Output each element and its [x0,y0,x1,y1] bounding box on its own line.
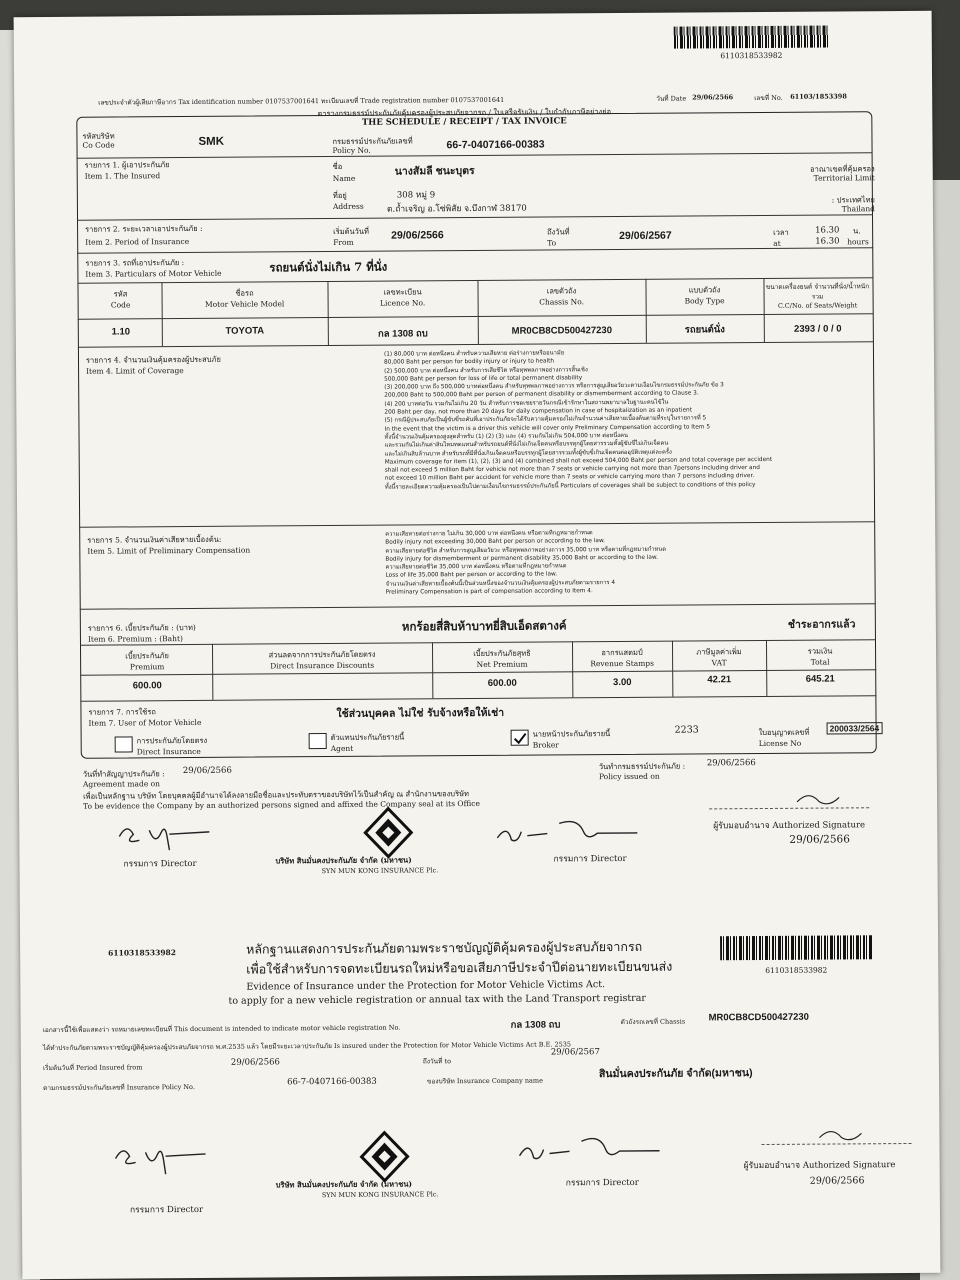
evidence-period-label: เริ่มต้นวันที่ Period Insured from [42,1063,143,1073]
time-to: 16.30 [815,236,840,247]
hours-label-en: hours [847,237,869,247]
item7-label-th: รายการ 7. การใช้รถ [88,707,156,717]
evidence-barcode-number-left: 6110318533982 [108,948,177,958]
evidence-company-name-th: บริษัท สินมั่นคงประกันภัย จำกัด (มหาชน) [275,1179,413,1190]
issued-date: 29/06/2566 [706,758,756,769]
evidence-company-name-en: SYN MUN KONG INSURANCE Plc. [321,1190,439,1200]
evidence-company-name: สินมั่นคงประกันภัย จำกัด(มหาชน) [598,1067,753,1081]
premium-col-premium-header: เบี้ยประกันภัย Premium [125,651,169,672]
vehicle-type: รถยนต์นั่งไม่เกิน 7 ที่นั่ง [269,259,388,275]
authorized-date: 29/06/2566 [789,833,850,846]
item4-label-en: Item 4. Limit of Coverage [86,366,184,376]
company-logo-icon [363,806,413,858]
vehicle-cc-seats: 2393 / 0 / 0 [793,323,842,335]
evidence-text-th: เพื่อเป็นหลักฐาน บริษัท โดยบุคคลผู้มีอำนาจได้ลงลายมือชื่อและประทับตราของบริษัทไว้เป็นสำคัญ ณ สำนักงานของบริษัท [83,789,470,801]
premium-value: 600.00 [132,680,162,692]
vehicle-col-model-header: ชื่อรถ Motor Vehicle Model [204,288,285,309]
coverage-text: (1) 80,000 บาท ต่อหนึ่งคน สำหรับความเสียหาย ต่อร่างกายหรืออนามัย 80,000 Baht per person for bodily injury or injury to health (2) 500,000 บาท ต่อหนึ่งคน สำหรับการเสียชีวิต หรือทุพพลภาพอย่างถาวรสิ้นเชิง 500,000 Baht per person for loss of life or total permanent disability (3) 200,000 บาท ถึง 500,000 บาทต่อหนึ่งคน สำหรับทุพพลภาพอย่างถาวร หรือการสูญเสียอวัยวะตามเงื่อนไขกรมธรรม์ประกันภัย ข้อ 3 200,000 Baht to 500,000 Baht per person of permanent disability or dismemberment according to Clause 3. (4) 200 บาทต่อวัน รวมกันไม่เกิน 20 วัน สำหรับการชดเชยรายวันกรณีเข้ารักษาในสถานพยาบาลในฐานะคนไข้ใน 200 Baht per day, not more than 20 days for daily compensation in case of hospitalization as an inpatient (5) กรณีผู้ประสบภัยเป็นผู้ขับขี่รถคันที่เอาประกันภัยจะได้รับความคุ้มครองไม่เกินจำนวนค่าเสียหายเบื้องต้นตามที่ระบุในรายการที่ 5 In the event that the victim is a driver this vehicle will cover only Preliminary Compensation according to Item 5 ทั้งนี้จำนวนเงินคุ้มครองสูงสุดสำหรับ (1) (2) (3) และ (4) รวมกันไม่เกิน 504,000 บาท ต่อหนึ่งคน และรวมกันไม่เกินค่าสินไหมทดแทนสำหรับรถยนต์ที่นั่งไม่เกินเจ็ดคนหรือบรรทุกผู้โดยสารรวมทั้งผู้ขับขี่ไม่เกินเจ็ดคน และไม่เกินสิบล้านบาท สำหรับรถที่มีที่นั่งเกินเจ็ดคนหรือบรรทุกผู้โดยสารรวมทั้งผู้ขับขี่เกินเจ็ดคนต่ออุบัติเหตุแต่ละครั้ง Maximum coverage for item (1), (2), (3) and (4) combined shall not exceed 504,000 Baht per person and total coverage per accident shall not exceed 5 million Baht for vehicle not more than 7 seats or vehicle carrying not more than 7persons including driver and not exceed 10 million Baht per accident for vehicle more than 7 seats or vehicle carrying more than 7 persons including driver. ทั้งนี้รายละเอียดความคุ้มครองเป็นไปตามเงื่อนไขกรมธรรม์ประกันภัยนี้ Particulars of coverages shall be subject to conditions of this policy [383,350,773,491]
agent-checkbox-icon [309,733,327,749]
broker-no: 2233 [674,724,699,736]
license-label-en: License No [758,738,802,749]
from-label-th: เริ่มต้นวันที่ [333,226,369,236]
territory-value-en: Thailand [841,204,875,214]
premium-col-stamp-header: อากรแสตมป์ Revenue Stamps [590,647,654,669]
vehicle-col-chassis-header: เลขตัวถัง Chassis No. [539,286,584,307]
item5-label-en: Item 5. Limit of Preliminary Compensation [87,545,251,556]
vehicle-model: TOYOTA [225,325,265,337]
header-barcode-icon [674,26,829,49]
item1-label-en: Item 1. The Insured [84,171,161,181]
evidence-director2-label: กรรมการ Director [565,1177,639,1189]
name-label-en: Name [332,173,356,183]
doc-no: 61103/1853398 [790,92,847,101]
vehicle-use-value: ใช้ส่วนบุคคล ไม่ใช่ รับจ้างหรือให้เช่า [336,706,505,720]
net-premium-value: 600.00 [487,677,517,689]
premium-col-discount-header: ส่วนลดจากการประกันภัยโดยตรง Direct Insurance Discounts [268,649,376,671]
address-line2: ต.ถ้ำเจริญ อ.โซ่พิสัย จ.บึงกาฬ 38170 [386,203,527,215]
evidence-title-th1: หลักฐานแสดงการประกันภัยตามพระราชบัญญัติคุ้มครองผู้ประสบภัยจากรถ [246,938,643,957]
item6-label-th: รายการ 6. เบี้ยประกันภัย : (บาท) [87,622,196,633]
direct-insurance-en: Direct Insurance [136,746,201,757]
item2-label-th: รายการ 2. ระยะเวลาเอาประกันภัย : [85,223,203,234]
policy-no: 66-7-0407166-00383 [446,138,545,152]
stamp-paid: ชำระอากรแล้ว [787,618,856,631]
license-no: 200033/2564 [827,722,883,734]
insured-name: นางสัมลี ชนะบุตร [394,165,475,178]
item3-label-th: รายการ 3. รถที่เอาประกันภัย : [85,258,185,268]
premium-col-net-header: เบี้ยประกันภัยสุทธิ Net Premium [473,648,531,670]
item2-label-en: Item 2. Period of Insurance [85,236,190,247]
check-mark-icon [512,732,528,746]
evidence-director2-signature-icon [509,1129,689,1174]
vehicle-licence-no: กล 1308 ถบ [377,328,428,340]
vehicle-code: 1.10 [111,326,131,338]
name-label-th: ชื่อ [332,161,343,171]
to-label-th: ถึงวันที่ [547,227,570,237]
issued-label-en: Policy issued on [598,771,660,782]
vehicle-body-type: รถยนต์นั่ง [684,324,725,336]
item1-label-th: รายการ 1. ผู้เอาประกันภัย [84,160,170,170]
from-label-en: From [333,237,354,247]
evidence-line1: เอกสารนี้ใช้เพื่อแสดงว่า รถหมายเลขทะเบียนที่ This document is intended to indicate motor vehicle registration No. [42,1023,401,1035]
evidence-to-label: ถึงวันที่ to [422,1057,452,1066]
company-name-th: บริษัท สินมั่นคงประกันภัย จำกัด (มหาชน) [275,855,412,866]
vehicle-col-code-header: รหัส Code [110,289,131,310]
item5-label-th: รายการ 5. จำนวนเงินค่าเสียหายเบื้องต้น: [87,534,222,545]
evidence-policy-label: ตามกรมธรรม์ประกันภัยเลขที่ Insurance Policy No. [43,1082,195,1093]
director2-signature-icon [487,813,667,854]
co-code-label-th: รหัสบริษัท [82,131,115,141]
evidence-chassis-no: MR0CB8CD500427230 [708,1011,809,1024]
evidence-company-logo-icon [359,1130,409,1182]
premium-amount-words: หกร้อยสี่สิบห้าบาทยี่สิบเอ็ดสตางค์ [401,618,567,634]
evidence-reg-no: กล 1308 ถบ [510,1019,561,1031]
insurance-document [14,11,941,1279]
evidence-text-en: To be evidence the Company by an authorized persons signed and affixed the Company seal at its Office [83,798,480,811]
vehicle-col-body-header: แบบตัวถัง Body Type [684,285,725,306]
agreement-date: 29/06/2566 [182,765,232,777]
item6-label-en: Item 6. Premium : (Baht) [87,634,183,644]
broker-th: นายหน้าประกันภัยรายนี้ [532,729,611,739]
vehicle-col-cc-header: ขนาดเครื่องยนต์ จำนวนที่นั่ง/น้ำหนักรวม C.C/No. of Seats/Weight [765,282,870,310]
address-label-en: Address [332,201,364,211]
evidence-chassis-label: ตัวถังรถเลขที่ Chassis [620,1017,686,1027]
territory-label-en: Territorial Limit [813,173,875,183]
vehicle-col-licence-header: เลขทะเบียน Licence No. [379,287,426,308]
evidence-company-label: ของบริษัท Insurance Company name [427,1076,543,1086]
territory-label-th: อาณาเขตที่คุ้มครอง [810,164,875,174]
doc-no-label: เลขที่ No. [754,93,783,103]
policy-no-label-th: กรมธรรม์ประกันภัยเลขที่ [332,136,413,146]
stamp-value: 3.00 [612,676,632,689]
broker-checkbox-icon [511,730,529,746]
evidence-from-date: 29/06/2566 [230,1057,280,1068]
date-label: วันที่ Date [656,94,687,103]
direct-insurance-th: การประกันภัยโดยตรง [136,735,208,746]
address-line1: 308 หมู่ 9 [396,190,436,201]
item4-label-th: รายการ 4. จำนวนเงินคุ้มครองผู้ประสบภัย [85,354,221,365]
time-label-th: เวลา [773,227,789,237]
hours-label-th: น. [853,226,861,236]
agent-en: Agent [330,743,354,754]
director-label: กรรมการ Director [123,858,197,870]
agreement-label-th: วันที่ทำสัญญาประกันภัย : [82,769,165,779]
title-thai: ตารางกรมธรรม์ประกันภัยคุ้มครองผู้ประสบภัยจากรถ / ใบเสร็จรับเงิน / ใบกำกับภาษีอย่างย่อ [317,107,612,119]
agreement-label-en: Agreement made on [82,779,161,789]
preliminary-text: ความเสียหายต่อร่างกาย ไม่เกิน 30,000 บาท ต่อหนึ่งคน หรือตามที่กฎหมายกำหนด Bodily injury not exceeding 30,000 Baht per person or according to the law. ความเสียหายต่อชีวิต สำหรับการสูญเสียอวัยวะ หรือทุพพลภาพอย่างถาวร 35,000 บาท หรือตามที่กฎหมายกำหนด Bodily injury for dismemberment or permanent disability 35,000 Baht or according to the law. ความเสียหายต่อชีวิต 35,000 บาท ต่อหนึ่งคน หรือตามที่กฎหมายกำหนด Loss of life 35,000 Baht per person or according to the law. จำนวนเงินค่าเสียหายเบื้องต้นนี้เป็นส่วนหนึ่งของจำนวนเงินคุ้มครองผู้ประสบภัยตามรายการ 4 Preliminary Compensation is part of compensation according to Item 4. [385,530,667,596]
time-label-en: at [773,238,781,248]
period-to-date: 29/06/2567 [619,229,672,242]
director2-label: กรรมการ Director [553,853,627,865]
evidence-policy-no: 66-7-0407166-00383 [287,1076,377,1088]
evidence-authorized-date: 29/06/2566 [809,1175,865,1187]
item3-label-en: Item 3. Particulars of Motor Vehicle [85,268,222,279]
to-label-en: To [547,238,557,248]
time-from: 16.30 [815,225,840,236]
license-label-th: ใบอนุญาตเลขที่ [758,727,810,738]
vat-value: 42.21 [707,674,732,686]
total-value: 645.21 [805,673,835,685]
tax-id-line: เลขประจำตัวผู้เสียภาษีอากร Tax identification number 0107537001641 ทะเบียนเลขที่ Trade registration number 0107537001641 [98,95,505,107]
direct-insurance-checkbox-icon [115,736,133,752]
evidence-title-en1: Evidence of Insurance under the Protection for Motor Vehicle Victims Act. [246,979,606,993]
agent-th: ตัวแทนประกันภัยรายนี้ [330,732,405,743]
period-from-date: 29/06/2566 [391,229,444,242]
director-signature-icon [109,816,229,853]
premium-col-total-header: รวมเงิน Total [807,646,833,667]
evidence-barcode-number: 6110318533982 [765,965,828,975]
vehicle-chassis-no: MR0CB8CD500427230 [511,325,613,337]
header-barcode-number: 6110318533982 [720,50,783,61]
evidence-authorized-label: ผู้รับมอบอำนาจ Authorized Signature [743,1160,896,1172]
evidence-director-label: กรรมการ Director [129,1204,204,1216]
territory-value-th: : ประเทศไทย [831,195,875,205]
evidence-to-date: 29/06/2567 [550,1047,600,1058]
authorized-label: ผู้รับมอบอำนาจ Authorized Signature [713,820,866,832]
co-code-label-en: Co Code [82,140,115,150]
evidence-line2: ได้ทำประกันภัยตามพระราชบัญญัติคุ้มครองผู้ประสบภัยจากรถ พ.ศ.2535 แล้ว โดยมีระยะเวลาประกันภัย Is insured under the Protection for Motor Vehicle Victims Act B.E. 2535 [42,1040,572,1053]
title-english: THE SCHEDULE / RECEIPT / TAX INVOICE [361,116,567,128]
co-code: SMK [198,135,225,148]
company-name-en: SYN MUN KONG INSURANCE Plc. [321,866,439,876]
broker-en: Broker [532,740,559,750]
evidence-director-signature-icon [105,1136,225,1177]
issued-label-th: วันทำกรมธรรม์ประกันภัย : [598,761,686,772]
policy-no-label-en: Policy No. [332,145,371,155]
header-date: 29/06/2566 [692,93,734,102]
evidence-title-en2: to apply for a new vehicle registration or annual tax with the Land Transport registrar [228,992,646,1007]
evidence-barcode-icon [720,935,872,960]
premium-col-vat-header: ภาษีมูลค่าเพิ่ม VAT [696,647,742,668]
evidence-title-th2: เพื่อใช้สำหรับการจดทะเบียนรถใหม่หรือขอเสียภาษีประจำปีต่อนายทะเบียนขนส่ง [246,958,673,977]
address-label-th: ที่อยู่ [332,190,347,200]
item7-label-en: Item 7. User of Motor Vehicle [88,717,202,728]
